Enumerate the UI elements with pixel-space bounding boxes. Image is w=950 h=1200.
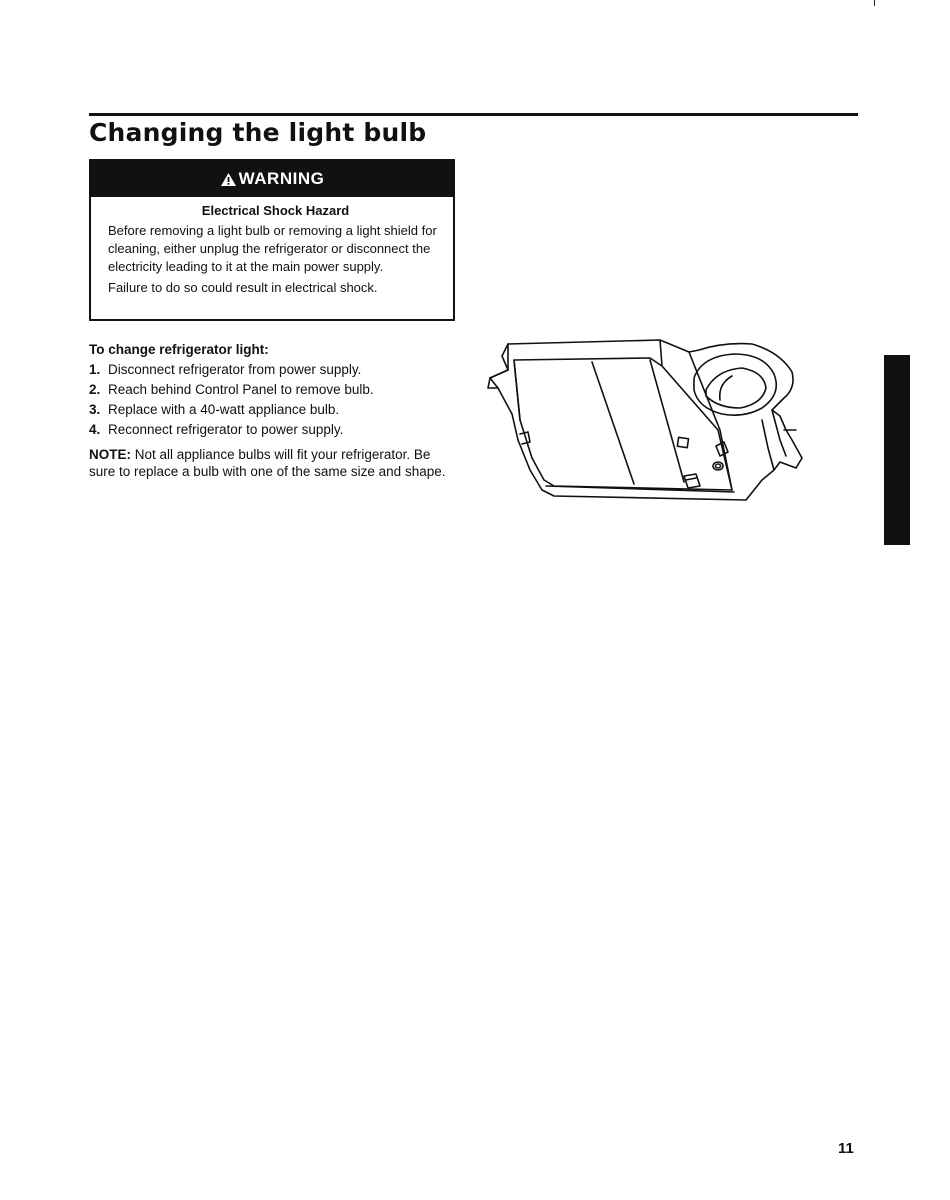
warning-label: WARNING xyxy=(238,169,325,188)
note-label: NOTE: xyxy=(89,447,131,462)
step-text: Reach behind Control Panel to remove bulb. xyxy=(108,382,374,397)
page-number: 11 xyxy=(838,1140,854,1157)
step-number: 3. xyxy=(89,402,101,417)
procedure-section xyxy=(89,340,459,480)
warning-text: Before removing a light bulb or removing a light shield for cleaning, either unplug the refrigerator or disconnect the electricity leading to it at the main power supply. xyxy=(108,223,437,274)
list-item xyxy=(89,420,459,440)
section-tab xyxy=(884,355,910,545)
step-text: Disconnect refrigerator from power supply. xyxy=(108,362,362,377)
square-hole xyxy=(677,437,688,447)
steps-list xyxy=(89,360,459,440)
procedure-heading: To change refrigerator light: xyxy=(89,342,269,357)
step-number: 1. xyxy=(89,362,101,377)
warning-body xyxy=(91,197,453,297)
warning-header xyxy=(91,161,453,197)
section-rule xyxy=(89,113,858,116)
note-text: Not all appliance bulbs will fit your refrigerator. Be sure to replace a bulb with one of the same size and shape. xyxy=(89,447,446,479)
list-item xyxy=(89,360,459,380)
warning-triangle-icon xyxy=(220,172,237,187)
housing-outline xyxy=(490,340,802,500)
warning-box xyxy=(89,159,455,321)
hazard-title: Electrical Shock Hazard xyxy=(201,203,350,218)
bulb-socket xyxy=(694,354,776,415)
step-number: 4. xyxy=(89,422,101,437)
list-item xyxy=(89,380,459,400)
step-text: Reconnect refrigerator to power supply. xyxy=(108,422,344,437)
corner-tick-mark xyxy=(874,0,875,6)
page-title: Changing the light bulb xyxy=(89,118,427,147)
warning-consequence: Failure to do so could result in electrical shock. xyxy=(108,280,378,295)
note xyxy=(89,446,459,480)
step-number: 2. xyxy=(89,382,101,397)
light-shield-illustration xyxy=(484,330,814,510)
step-text: Replace with a 40-watt appliance bulb. xyxy=(108,402,340,417)
list-item xyxy=(89,400,459,420)
